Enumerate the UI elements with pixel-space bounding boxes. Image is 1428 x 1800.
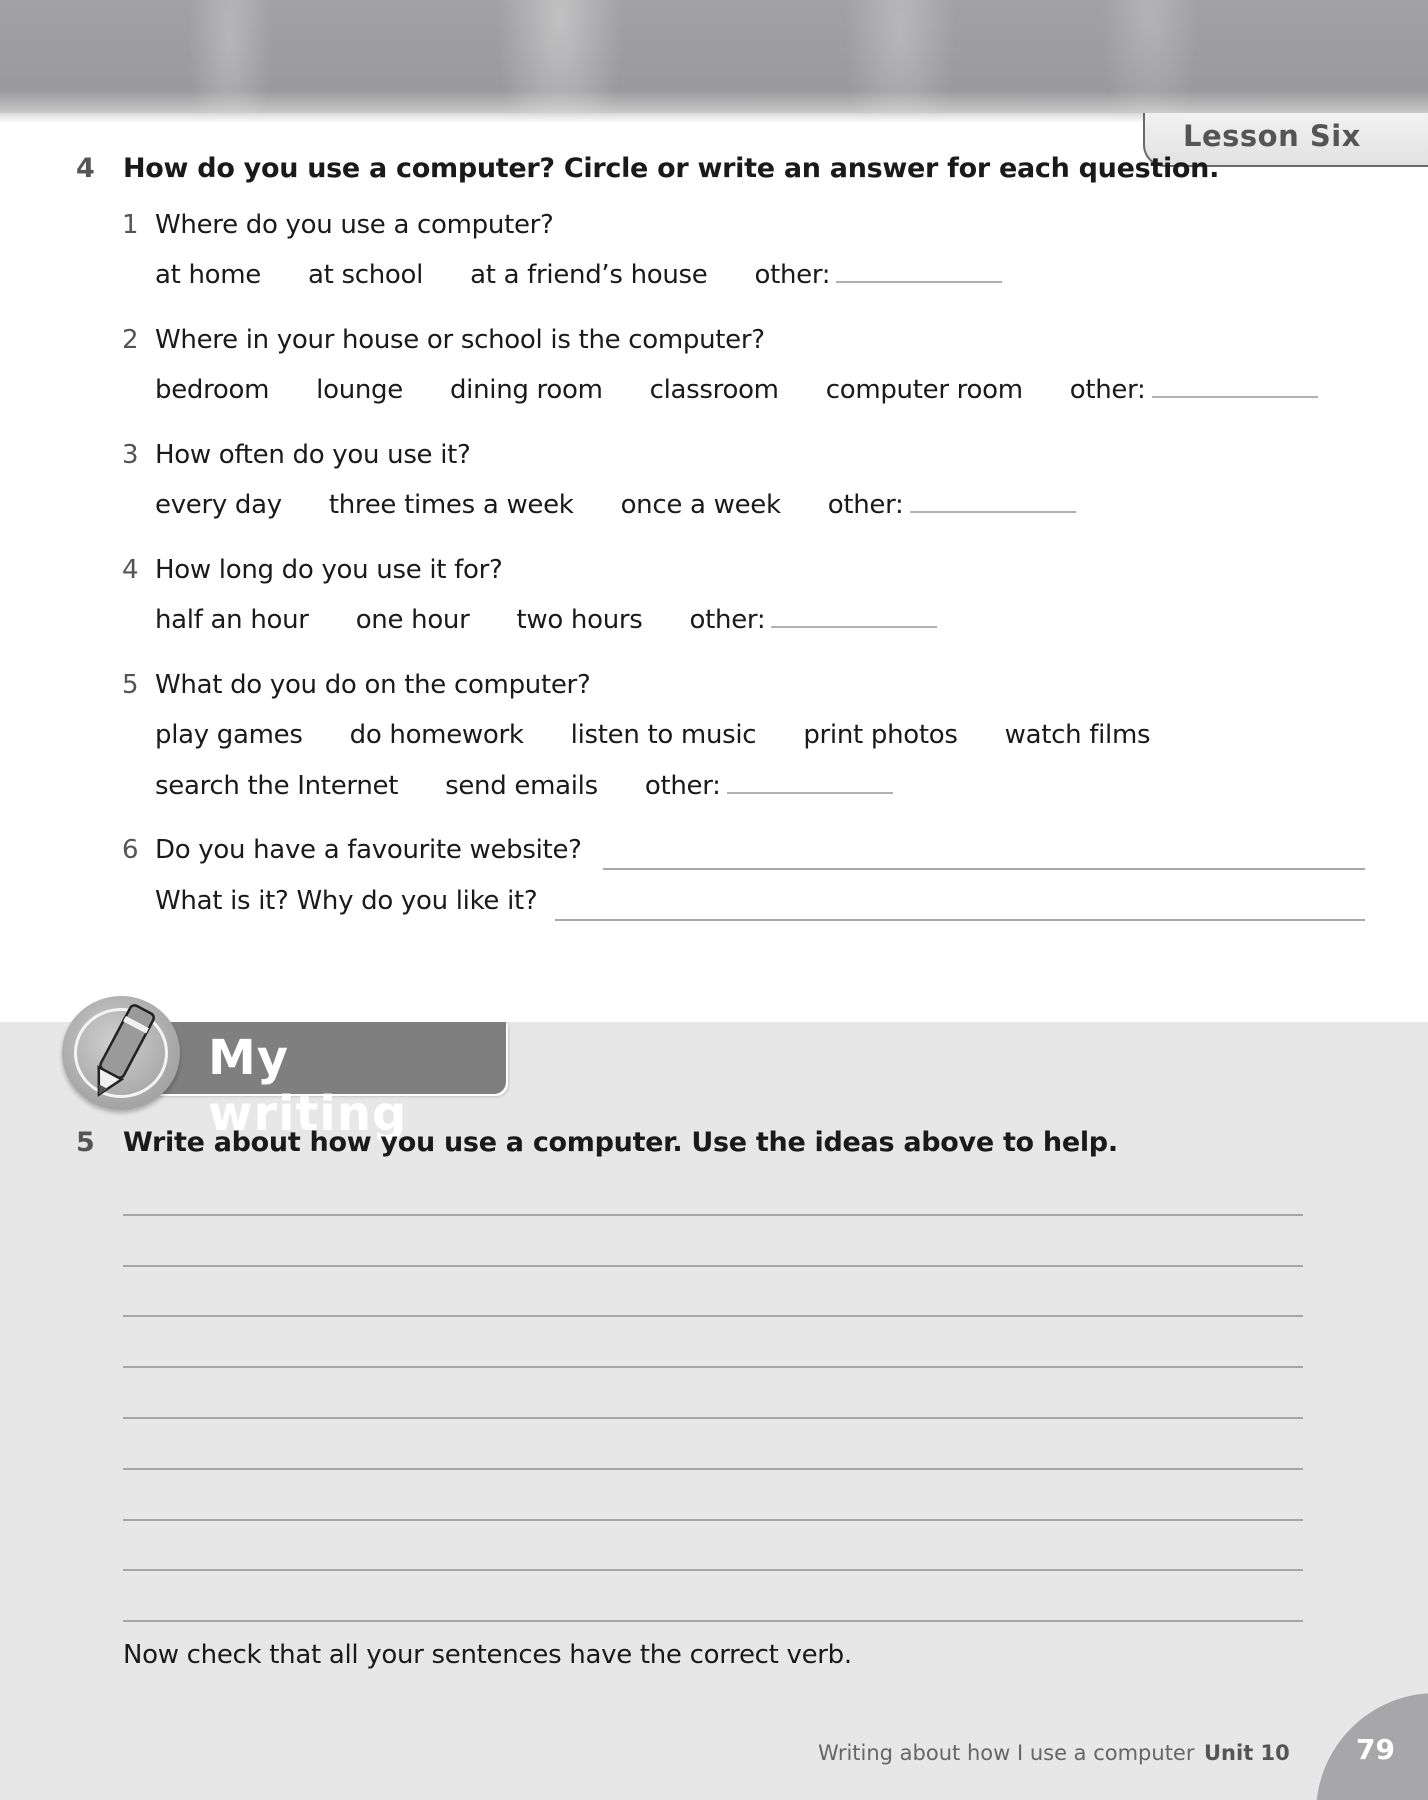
- writing-line[interactable]: [123, 1265, 1303, 1267]
- option-other: [690, 605, 938, 635]
- option[interactable]: search the Internet: [155, 771, 399, 801]
- footer-unit: Unit 10: [1204, 1741, 1290, 1765]
- option[interactable]: classroom: [649, 375, 779, 405]
- question-number: 6: [122, 835, 139, 865]
- writing-line[interactable]: [123, 1620, 1303, 1622]
- question-number: 4: [122, 555, 139, 585]
- other-label: other:: [827, 490, 904, 520]
- other-label: other:: [754, 260, 831, 290]
- option[interactable]: one hour: [355, 605, 470, 635]
- lesson-label: Lesson Six: [1183, 119, 1361, 153]
- option[interactable]: print photos: [803, 720, 958, 750]
- closing-note: Now check that all your sentences have the correct verb.: [123, 1640, 852, 1670]
- option[interactable]: two hours: [516, 605, 643, 635]
- writing-line[interactable]: [123, 1519, 1303, 1521]
- answer-options: [155, 375, 1318, 405]
- question-text: Where in your house or school is the computer?: [155, 325, 765, 355]
- other-blank[interactable]: [771, 626, 937, 628]
- answer-options: [155, 490, 1076, 520]
- question-number: 3: [122, 440, 139, 470]
- option[interactable]: lounge: [316, 375, 403, 405]
- question-number: 2: [122, 325, 139, 355]
- question-text: Do you have a favourite website?: [155, 835, 582, 865]
- writing-line[interactable]: [123, 1315, 1303, 1317]
- other-blank[interactable]: [836, 281, 1002, 283]
- exercise-instruction: How do you use a computer? Circle or write an answer for each question.: [123, 153, 1220, 184]
- writing-line[interactable]: [123, 1214, 1303, 1216]
- option[interactable]: three times a week: [328, 490, 574, 520]
- website-answer-line[interactable]: [603, 868, 1365, 870]
- question-number: 1: [122, 210, 139, 240]
- question-text: What do you do on the computer?: [155, 670, 591, 700]
- option[interactable]: send emails: [445, 771, 598, 801]
- option[interactable]: watch films: [1004, 720, 1151, 750]
- option[interactable]: once a week: [620, 490, 781, 520]
- question-number: 5: [122, 670, 139, 700]
- other-label: other:: [644, 771, 721, 801]
- answer-options: [155, 605, 937, 635]
- option[interactable]: play games: [155, 720, 303, 750]
- writing-line[interactable]: [123, 1569, 1303, 1571]
- other-blank[interactable]: [1152, 396, 1318, 398]
- option-other: [1070, 375, 1318, 405]
- other-blank[interactable]: [910, 511, 1076, 513]
- other-blank[interactable]: [727, 792, 893, 794]
- option-other: [755, 260, 1003, 290]
- exercise-instruction: Write about how you use a computer. Use the ideas above to help.: [123, 1127, 1118, 1158]
- writing-line[interactable]: [123, 1468, 1303, 1470]
- footer-topic: Writing about how I use a computer: [818, 1741, 1195, 1765]
- question-text: How long do you use it for?: [155, 555, 503, 585]
- option[interactable]: bedroom: [155, 375, 270, 405]
- why-answer-line[interactable]: [555, 919, 1365, 921]
- option[interactable]: do homework: [349, 720, 524, 750]
- header-banner: [0, 0, 1428, 113]
- other-label: other:: [1069, 375, 1146, 405]
- answer-options-row1: [155, 720, 1150, 750]
- writing-line[interactable]: [123, 1366, 1303, 1368]
- pencil-icon: [62, 996, 180, 1110]
- writing-line[interactable]: [123, 1417, 1303, 1419]
- answer-options: [155, 260, 1002, 290]
- option[interactable]: at a friend’s house: [470, 260, 708, 290]
- answer-options-row2: [155, 771, 893, 801]
- option[interactable]: listen to music: [570, 720, 757, 750]
- exercise-number: 4: [76, 153, 95, 184]
- option-other: [645, 771, 893, 801]
- question-followup: What is it? Why do you like it?: [155, 886, 538, 916]
- option-other: [828, 490, 1076, 520]
- option[interactable]: at home: [155, 260, 262, 290]
- my-writing-banner: [150, 1022, 506, 1142]
- option[interactable]: dining room: [449, 375, 603, 405]
- question-text: How often do you use it?: [155, 440, 471, 470]
- question-text: Where do you use a computer?: [155, 210, 554, 240]
- option[interactable]: half an hour: [155, 605, 309, 635]
- option[interactable]: computer room: [825, 375, 1023, 405]
- page-number: 79: [1356, 1733, 1395, 1766]
- option[interactable]: at school: [308, 260, 424, 290]
- option[interactable]: every day: [155, 490, 282, 520]
- my-writing-title: My writing: [208, 1030, 408, 1142]
- exercise-number: 5: [76, 1127, 95, 1158]
- other-label: other:: [689, 605, 766, 635]
